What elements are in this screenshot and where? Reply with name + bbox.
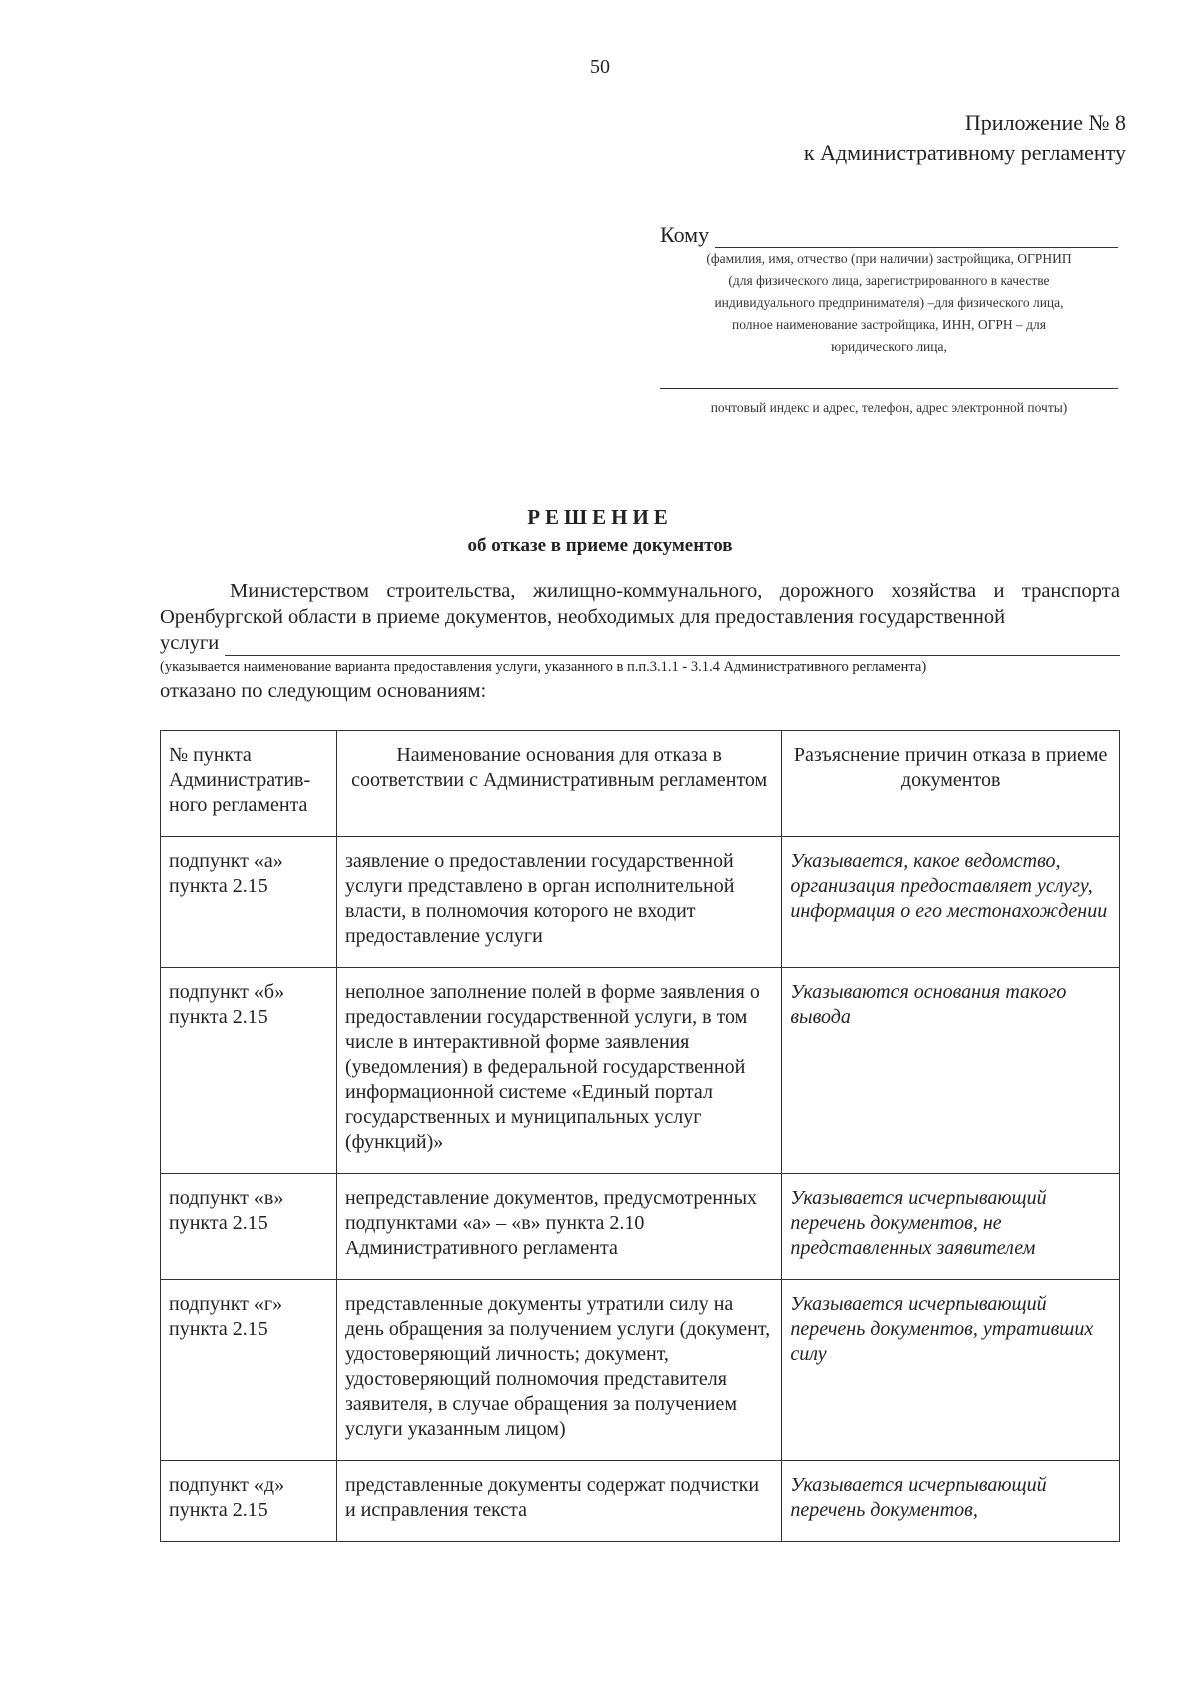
header-explanation: Разъяснение причин отказа в приеме документов: [782, 731, 1120, 837]
table-row: [161, 837, 1120, 968]
reasons-table: [160, 730, 1120, 1542]
cell-reason: представленные документы утратили силу на день обращения за получением услуги (документ, удостоверяющий личность; документ, удостоверяющий полномочия представителя заявителя, в случае обращения за получением услуги указанным лицом): [336, 1280, 781, 1461]
cell-point: подпункт «а» пункта 2.15: [161, 837, 337, 968]
services-fill-line: [225, 637, 1120, 656]
services-label: услуги: [160, 632, 220, 654]
cell-point: подпункт «г» пункта 2.15: [161, 1280, 337, 1461]
cell-explanation: Указывается исчерпывающий перечень документов,: [782, 1461, 1120, 1542]
services-row: [160, 630, 1120, 656]
addressee-note-line: индивидуального предпринимателя) –для физического лица,: [714, 295, 1064, 310]
cell-reason: неполное заполнение полей в форме заявления о предоставлении государственной услуги, в том числе в интерактивной форме заявления (уведомления) в федеральной государственной информационной системе «Единый портал государственных и муниципальных услуг (функций)»: [336, 968, 781, 1174]
addressee-note-line: (фамилия, имя, отчество (при наличии) застройщика, ОГРНИП: [706, 251, 1072, 266]
appendix-heading: [804, 108, 1126, 168]
body-paragraph: Министерством строительства, жилищно-коммунального, дорожного хозяйства и транспорта Оренбургской области в приеме документов, необходимых для предоставления государственной: [160, 580, 1120, 628]
document-subtitle: об отказе в приеме документов: [467, 535, 733, 556]
addressee-note-line: (для физического лица, зарегистрированного в качестве: [728, 273, 1050, 288]
cell-reason: заявление о предоставлении государственной услуги представлено в орган исполнительной власти, в полномочия которого не входит предоставление услуги: [336, 837, 781, 968]
to-fill-line: [715, 229, 1118, 248]
cell-reason: непредставление документов, предусмотренных подпунктами «а» – «в» пункта 2.10 Административного регламента: [336, 1174, 781, 1280]
refused-text: отказано по следующим основаниям:: [160, 680, 487, 702]
cell-explanation: Указываются основания такого вывода: [782, 968, 1120, 1174]
appendix-line-1: Приложение № 8: [964, 110, 1126, 135]
table-row: [161, 1461, 1120, 1542]
to-label: Кому: [660, 222, 710, 247]
table-row: [161, 1280, 1120, 1461]
cell-point: подпункт «б» пункта 2.15: [161, 968, 337, 1174]
table-row: [161, 1174, 1120, 1280]
cell-reason: представленные документы содержат подчистки и исправления текста: [336, 1461, 781, 1542]
header-reason: Наименование основания для отказа в соответствии с Административным регламентом: [336, 731, 781, 837]
cell-explanation: Указывается исчерпывающий перечень документов, не представленных заявителем: [782, 1174, 1120, 1280]
cell-point: подпункт «в» пункта 2.15: [161, 1174, 337, 1280]
cell-explanation: Указывается исчерпывающий перечень документов, утративших силу: [782, 1280, 1120, 1461]
addressee-note-line: юридического лица,: [831, 339, 947, 354]
address-fill-line: [660, 388, 1118, 389]
table-row: [161, 968, 1120, 1174]
cell-explanation: Указывается, какое ведомство, организация предоставляет услугу, информация о его местонахождении: [782, 837, 1120, 968]
table-header-row: [161, 731, 1120, 837]
addressee-block: [660, 222, 1118, 419]
addressee-note: [660, 248, 1118, 358]
document-title: РЕШЕНИЕ: [527, 505, 673, 529]
page-number: 50: [590, 56, 610, 78]
body-text: [160, 578, 1120, 704]
variant-note: (указывается наименование варианта предоставления услуги, указанного в п.п.3.1.1 - 3.1.4 Административного регламента): [160, 659, 927, 675]
header-point: № пункта Административ-ного регламента: [161, 731, 337, 837]
address-note: почтовый индекс и адрес, телефон, адрес электронной почты): [710, 400, 1068, 415]
cell-point: подпункт «д» пункта 2.15: [161, 1461, 337, 1542]
addressee-note-line: полное наименование застройщика, ИНН, ОГРН – для: [732, 317, 1046, 332]
to-line: [660, 222, 1118, 248]
appendix-line-2: к Административному регламенту: [803, 140, 1126, 165]
